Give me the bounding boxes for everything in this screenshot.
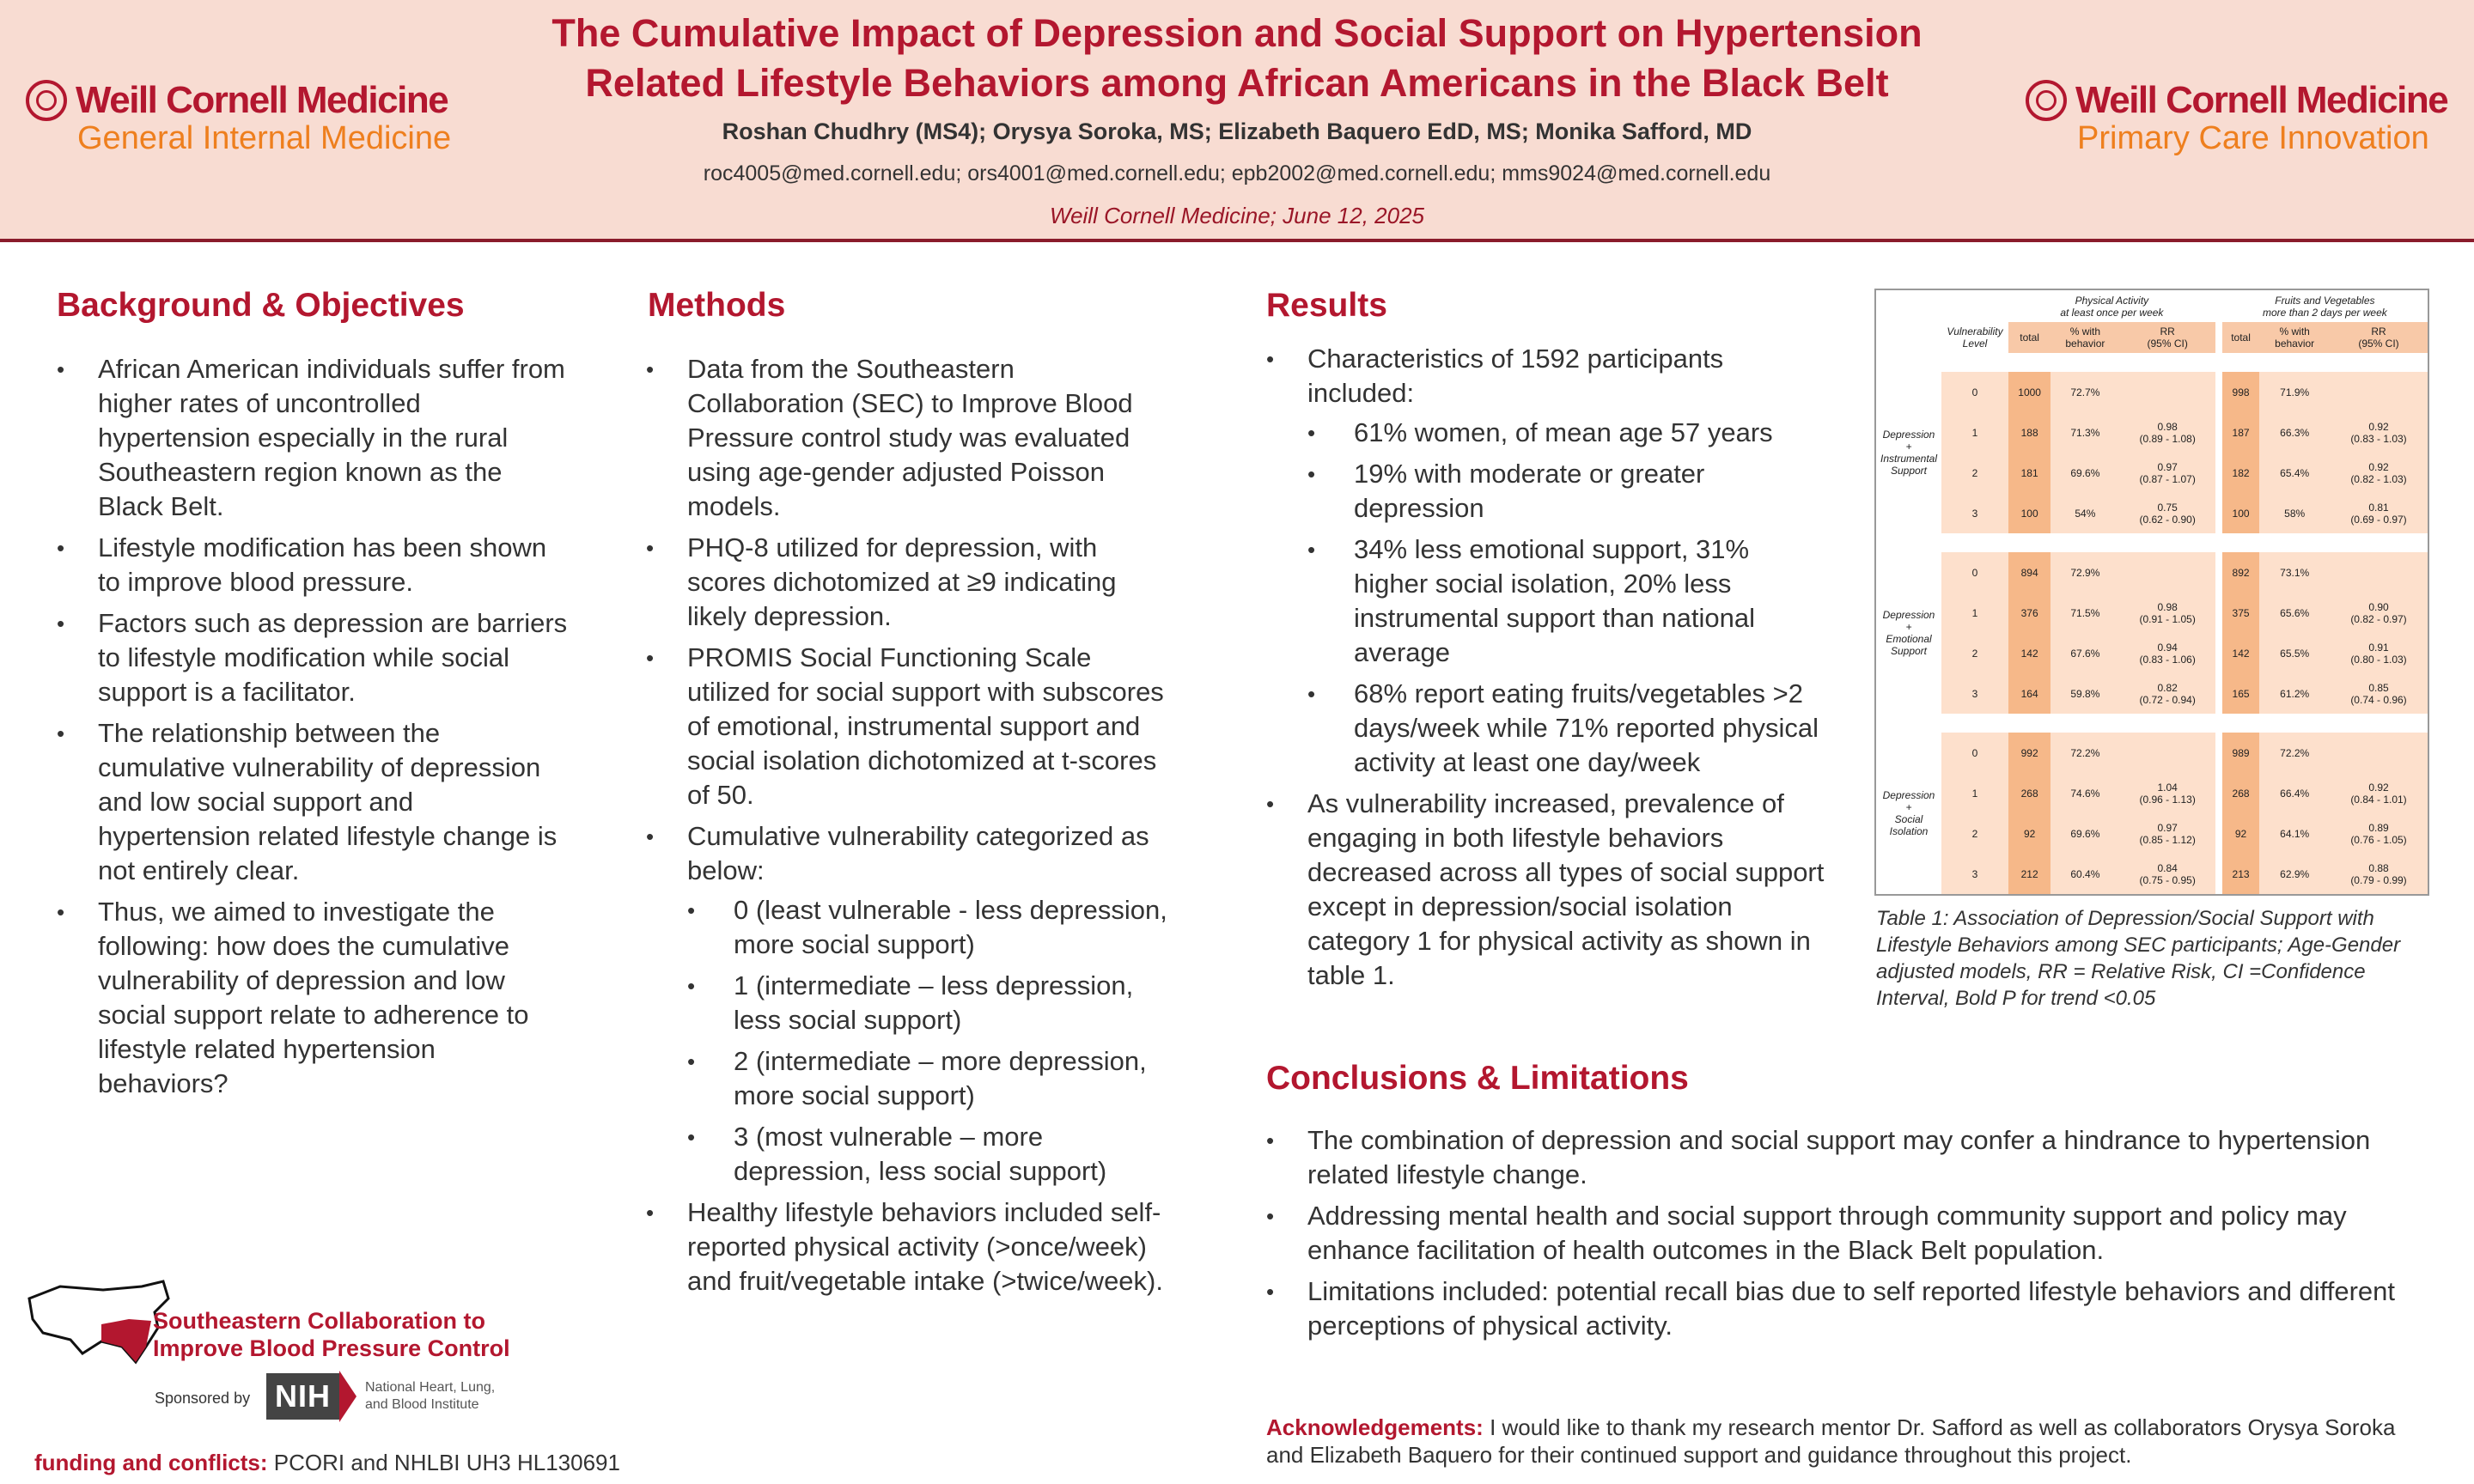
pa-pct-cell: 67.6%: [2050, 633, 2119, 673]
ack-text: I would like to thank my research mentor Dr. Safford as well as collaborators Orysya Soroka and Elizabeth Baquero for their continued support and guidance throughout this project.: [1266, 1414, 2396, 1468]
level-cell: 2: [1941, 633, 2008, 673]
fv-pct-cell: 66.4%: [2259, 773, 2330, 813]
fv-rr-cell: 0.90 (0.82 - 0.97): [2330, 593, 2428, 633]
table-row: [1875, 593, 2428, 633]
pa-total-cell: 100: [2008, 493, 2050, 533]
fv-total-cell: 182: [2222, 453, 2260, 493]
funding-label: funding and conflicts:: [34, 1450, 268, 1475]
level-cell: 3: [1941, 854, 2008, 895]
pa-rr-cell: 0.97 (0.87 - 1.07): [2120, 453, 2215, 493]
fv-rr-cell: 0.89 (0.76 - 1.05): [2330, 813, 2428, 854]
fv-pct-cell: 65.4%: [2259, 453, 2330, 493]
level-cell: 0: [1941, 552, 2008, 593]
pa-header: Physical Activity at least once per week: [2060, 294, 2164, 319]
pa-pct-cell: 71.5%: [2050, 593, 2119, 633]
pa-rr-cell: 0.94 (0.83 - 1.06): [2120, 633, 2215, 673]
table-row: [1875, 854, 2428, 895]
results-heading: Results: [1266, 287, 1387, 324]
fv-pct-cell: 62.9%: [2259, 854, 2330, 895]
logo-name: Weill Cornell Medicine: [2075, 79, 2448, 121]
group-label: Depression + Instrumental Support: [1875, 372, 1941, 533]
methods-heading: Methods: [648, 287, 786, 324]
col-pct: % with behavior: [2050, 322, 2119, 353]
list-item: • Healthy lifestyle behaviors included self-reported physical activity (>once/week) and fruit/vegetable intake (>twice/week).: [646, 1195, 1179, 1298]
pa-rr-cell: [2120, 372, 2215, 412]
methods-list: [646, 352, 1179, 1305]
pa-total-cell: 92: [2008, 813, 2050, 854]
pa-total-cell: 1000: [2008, 372, 2050, 412]
pa-pct-cell: 59.8%: [2050, 673, 2119, 714]
nih-mark: NIH: [266, 1373, 339, 1420]
table-row: [1875, 813, 2428, 854]
venue-date: Weill Cornell Medicine; June 12, 2025: [1050, 203, 1424, 228]
col-total: total: [2222, 322, 2260, 353]
level-cell: 3: [1941, 493, 2008, 533]
pa-pct-cell: 54%: [2050, 493, 2119, 533]
list-item: • Lifestyle modification has been shown to improve blood pressure.: [57, 531, 572, 599]
fv-rr-cell: 0.85 (0.74 - 0.96): [2330, 673, 2428, 714]
pa-pct-cell: 60.4%: [2050, 854, 2119, 895]
background-list: [57, 352, 572, 1108]
author-emails: roc4005@med.cornell.edu; ors4001@med.cornell.edu; epb2002@med.cornell.edu; mms9024@med.cornell.edu: [703, 161, 1771, 186]
fv-rr-cell: [2330, 372, 2428, 412]
list-item: • Limitations included: potential recall bias due to self reported lifestyle behaviors and different perceptions of physical activity.: [1266, 1274, 2409, 1343]
table-row: [1875, 372, 2428, 412]
sub-list-item: • 34% less emotional support, 31% higher social isolation, 20% less instrumental support than national average: [1307, 532, 1825, 670]
list-item: • African American individuals suffer from higher rates of uncontrolled hypertension especially in the rural Southeastern region known as the Black Belt.: [57, 352, 572, 524]
fv-total-cell: 998: [2222, 372, 2260, 412]
fv-total-cell: 375: [2222, 593, 2260, 633]
fv-total-cell: 100: [2222, 493, 2260, 533]
pa-pct-cell: 74.6%: [2050, 773, 2119, 813]
fv-total-cell: 187: [2222, 412, 2260, 453]
level-cell: 1: [1941, 593, 2008, 633]
sub-list-item: • 19% with moderate or greater depression: [1307, 457, 1825, 526]
logo-subtitle: Primary Care Innovation: [2077, 120, 2429, 156]
results-table: [1874, 289, 2429, 896]
table-row: [1875, 412, 2428, 453]
list-item: • Addressing mental health and social support through community support and policy may enhance facilitation of health outcomes in the Black Belt population.: [1266, 1199, 2409, 1268]
list-item-text: Characteristics of 1592 participants included:: [1307, 344, 1724, 408]
acknowledgements: [1266, 1414, 2400, 1469]
pa-rr-cell: 0.98 (0.89 - 1.08): [2120, 412, 2215, 453]
nhlbi-name: National Heart, Lung, and Blood Institute: [365, 1380, 496, 1412]
title-line-1: The Cumulative Impact of Depression and Social Support on Hypertension: [551, 11, 1923, 55]
pa-total-cell: 212: [2008, 854, 2050, 895]
nih-arrow-icon: [339, 1371, 356, 1422]
list-item: • PHQ-8 utilized for depression, with scores dichotomized at ≥9 indicating likely depression.: [646, 531, 1179, 634]
list-item: [646, 819, 1179, 1189]
background-heading: Background & Objectives: [57, 287, 465, 324]
pa-pct-cell: 71.3%: [2050, 412, 2119, 453]
group-spacer: [1875, 714, 2428, 733]
pa-rr-cell: 0.82 (0.72 - 0.94): [2120, 673, 2215, 714]
pa-rr-cell: 1.04 (0.96 - 1.13): [2120, 773, 2215, 813]
wcm-seal-icon: [2026, 80, 2067, 121]
level-cell: 0: [1941, 372, 2008, 412]
wcm-logo-left: [26, 79, 451, 157]
sub-list-item: • 0 (least vulnerable - less depression, more social support): [687, 893, 1179, 962]
fv-header: Fruits and Vegetables more than 2 days per week: [2263, 294, 2387, 319]
list-item: • As vulnerability increased, prevalence of engaging in both lifestyle behaviors decreased across all types of social support except in depression/social isolation category 1 for physical activity as shown in table 1.: [1266, 787, 1825, 993]
fv-total-cell: 142: [2222, 633, 2260, 673]
pa-total-cell: 181: [2008, 453, 2050, 493]
funding-text: PCORI and NHLBI UH3 HL130691: [273, 1450, 620, 1475]
fv-pct-cell: 72.2%: [2259, 733, 2330, 773]
authors: Roshan Chudhry (MS4); Orysya Soroka, MS; Elizabeth Baquero EdD, MS; Monika Safford, MD: [722, 119, 1752, 144]
poster-header: [0, 0, 2474, 242]
table-row: [1875, 493, 2428, 533]
participant-characteristics: [1307, 416, 1825, 780]
pa-total-cell: 142: [2008, 633, 2050, 673]
list-item: • Data from the Southeastern Collaboration (SEC) to Improve Blood Pressure control study was evaluated using age-gender adjusted Poisson models.: [646, 352, 1179, 524]
col-rr: RR (95% CI): [2120, 322, 2215, 353]
pa-total-cell: 376: [2008, 593, 2050, 633]
table-row: [1875, 633, 2428, 673]
level-cell: 3: [1941, 673, 2008, 714]
table-row: [1875, 773, 2428, 813]
pa-total-cell: 164: [2008, 673, 2050, 714]
fv-rr-cell: [2330, 733, 2428, 773]
pa-total-cell: 188: [2008, 412, 2050, 453]
fv-total-cell: 213: [2222, 854, 2260, 895]
level-cell: 2: [1941, 813, 2008, 854]
wcm-seal-icon: [26, 80, 67, 121]
fv-total-cell: 268: [2222, 773, 2260, 813]
pa-total-cell: 894: [2008, 552, 2050, 593]
pa-rr-cell: 0.84 (0.75 - 0.95): [2120, 854, 2215, 895]
logo-subtitle: General Internal Medicine: [77, 120, 452, 156]
title-line-2: Related Lifestyle Behaviors among African Americans in the Black Belt: [585, 61, 1889, 105]
wcm-logo-right: [2026, 79, 2447, 157]
fv-pct-cell: 58%: [2259, 493, 2330, 533]
poster-title: [464, 9, 2010, 108]
nih-logo: [266, 1371, 495, 1422]
list-item: • Factors such as depression are barriers to lifestyle modification while social support is a facilitator.: [57, 606, 572, 709]
table-caption: Table 1: Association of Depression/Social Support with Lifestyle Behaviors among SEC participants; Age-Gender adjusted models, RR = Relative Risk, CI =Confidence Interval, Bold P for trend <0.05: [1876, 907, 2401, 1010]
pa-total-cell: 992: [2008, 733, 2050, 773]
fv-total-cell: 989: [2222, 733, 2260, 773]
sub-list-item: • 3 (most vulnerable – more depression, less social support): [687, 1120, 1179, 1189]
table-row: [1875, 673, 2428, 714]
fv-pct-cell: 71.9%: [2259, 372, 2330, 412]
group-spacer: [1875, 353, 2428, 372]
group-label: Depression + Social Isolation: [1875, 733, 1941, 895]
sub-list-item: • 61% women, of mean age 57 years: [1307, 416, 1825, 450]
level-cell: 1: [1941, 773, 2008, 813]
table-header-group: [1875, 289, 2428, 322]
fv-rr-cell: 0.92 (0.84 - 1.01): [2330, 773, 2428, 813]
results-list: [1266, 342, 1825, 1000]
ack-label: Acknowledgements:: [1266, 1414, 1484, 1440]
pa-rr-cell: [2120, 733, 2215, 773]
pa-pct-cell: 69.6%: [2050, 813, 2119, 854]
list-item: [1266, 342, 1825, 780]
table-row: [1875, 552, 2428, 593]
fv-rr-cell: 0.91 (0.80 - 1.03): [2330, 633, 2428, 673]
fv-pct-cell: 66.3%: [2259, 412, 2330, 453]
conclusions-list: [1266, 1123, 2409, 1350]
fv-rr-cell: 0.92 (0.82 - 1.03): [2330, 453, 2428, 493]
sub-list-item: • 1 (intermediate – less depression, less social support): [687, 969, 1179, 1037]
pa-rr-cell: 0.97 (0.85 - 1.12): [2120, 813, 2215, 854]
list-item: • The relationship between the cumulative vulnerability of depression and low social support and hypertension related lifestyle change is not entirely clear.: [57, 716, 572, 888]
col-pct: % with behavior: [2259, 322, 2330, 353]
fv-pct-cell: 73.1%: [2259, 552, 2330, 593]
fv-rr-cell: [2330, 552, 2428, 593]
fv-pct-cell: 65.5%: [2259, 633, 2330, 673]
level-cell: 0: [1941, 733, 2008, 773]
list-item: • Thus, we aimed to investigate the following: how does the cumulative vulnerability of depression and low social support relate to adherence to lifestyle related hypertension behaviors?: [57, 895, 572, 1101]
level-cell: 1: [1941, 412, 2008, 453]
group-spacer: [1875, 533, 2428, 552]
us-map-icon: [26, 1280, 172, 1365]
col-total: total: [2008, 322, 2050, 353]
pa-pct-cell: 72.9%: [2050, 552, 2119, 593]
group-label: Depression + Emotional Support: [1875, 552, 1941, 714]
conclusions-heading: Conclusions & Limitations: [1266, 1060, 1689, 1097]
table-row: [1875, 453, 2428, 493]
pa-pct-cell: 69.6%: [2050, 453, 2119, 493]
table-header-row: [1875, 322, 2428, 353]
pa-total-cell: 268: [2008, 773, 2050, 813]
table-body: [1875, 353, 2428, 895]
sponsored-by: Sponsored by: [155, 1390, 251, 1407]
list-item-text: Cumulative vulnerability categorized as below:: [687, 821, 1149, 885]
level-cell: 2: [1941, 453, 2008, 493]
fv-rr-cell: 0.92 (0.83 - 1.03): [2330, 412, 2428, 453]
sec-logo-text: Southeastern Collaboration to Improve Blood Pressure Control: [153, 1308, 510, 1361]
pa-rr-cell: 0.98 (0.91 - 1.05): [2120, 593, 2215, 633]
fv-total-cell: 165: [2222, 673, 2260, 714]
col-rr: RR (95% CI): [2330, 322, 2428, 353]
vulnerability-levels: [687, 893, 1179, 1189]
pa-rr-cell: 0.75 (0.62 - 0.90): [2120, 493, 2215, 533]
vulnerability-header: Vulnerability Level: [1941, 322, 2008, 353]
list-item: • PROMIS Social Functioning Scale utilized for social support with subscores of emotional, instrumental support and social isolation dichotomized at t-scores of 50.: [646, 641, 1179, 812]
logo-name: Weill Cornell Medicine: [76, 79, 448, 121]
fv-pct-cell: 61.2%: [2259, 673, 2330, 714]
fv-pct-cell: 65.6%: [2259, 593, 2330, 633]
funding: [34, 1450, 620, 1476]
fv-total-cell: 892: [2222, 552, 2260, 593]
pa-pct-cell: 72.7%: [2050, 372, 2119, 412]
fv-rr-cell: 0.88 (0.79 - 0.99): [2330, 854, 2428, 895]
fv-rr-cell: 0.81 (0.69 - 0.97): [2330, 493, 2428, 533]
table-row: [1875, 733, 2428, 773]
sub-list-item: • 2 (intermediate – more depression, more social support): [687, 1044, 1179, 1113]
sub-list-item: • 68% report eating fruits/vegetables >2 days/week while 71% reported physical activity at least one day/week: [1307, 677, 1825, 780]
pa-pct-cell: 72.2%: [2050, 733, 2119, 773]
fv-total-cell: 92: [2222, 813, 2260, 854]
pa-rr-cell: [2120, 552, 2215, 593]
fv-pct-cell: 64.1%: [2259, 813, 2330, 854]
list-item: • The combination of depression and social support may confer a hindrance to hypertension related lifestyle change.: [1266, 1123, 2409, 1192]
